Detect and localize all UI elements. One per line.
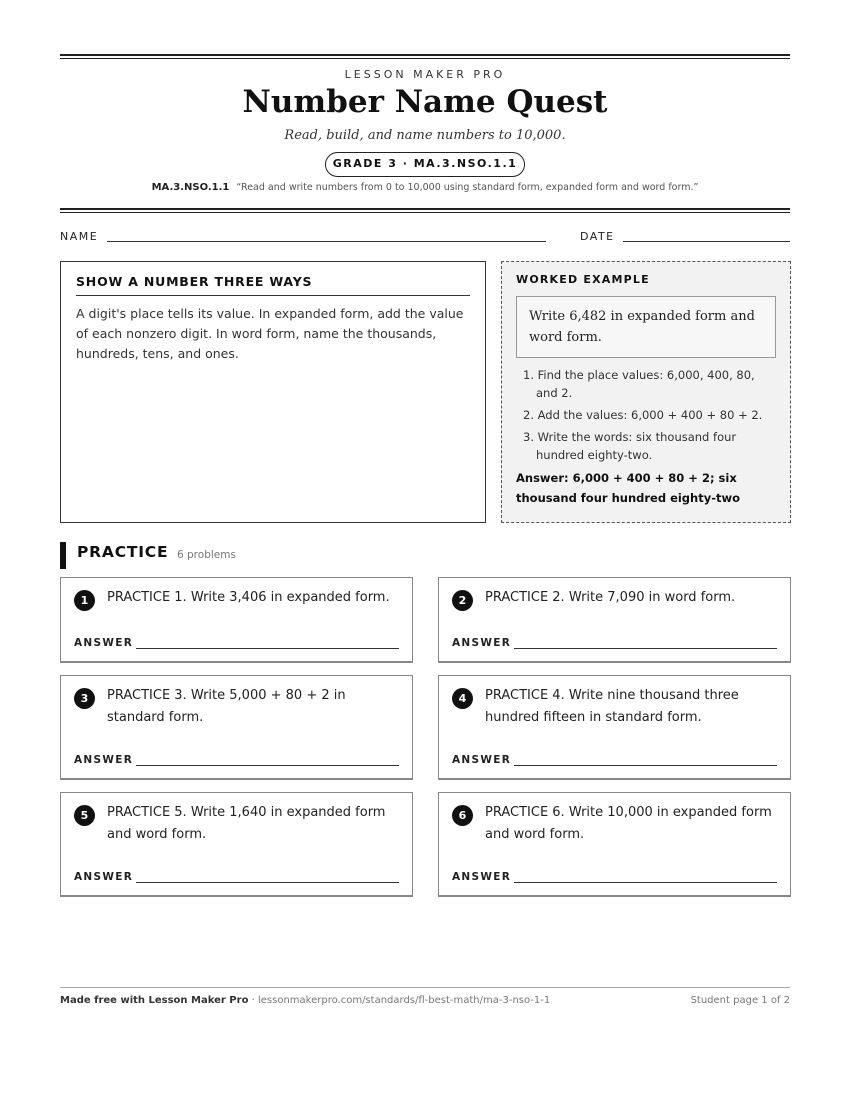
answer-label: ANSWER [74, 871, 134, 883]
worked-example-step: 3. Write the words: six thousand four hundred eighty-two. [523, 430, 737, 462]
worked-example-prompt: Write 6,482 in expanded form and word form. [516, 296, 776, 358]
practice-problem-5 [60, 792, 413, 897]
problem-number-badge: 4 [452, 688, 473, 709]
answer-field[interactable] [136, 882, 399, 883]
footer-page-number: Student page 1 of 2 [690, 995, 790, 1006]
concept-body: A digit's place tells its value. In expanded form, add the value of each nonzero digit. In word form, name the thousands, hundreds, tens, and ones. [76, 306, 464, 361]
worked-example-answer: Answer: 6,000 + 400 + 80 + 2; six thousand four hundred eighty-two [516, 471, 741, 505]
brand-name: LESSON MAKER PRO [344, 68, 506, 81]
problem-number-badge: 5 [74, 805, 95, 826]
header-bottom-rule [60, 208, 790, 213]
concept-heading: SHOW A NUMBER THREE WAYS [76, 274, 470, 296]
practice-problem-4 [438, 675, 791, 780]
answer-label: ANSWER [452, 754, 512, 766]
problem-text: PRACTICE 3. Write 5,000 + 80 + 2 in standard form. [107, 688, 346, 725]
practice-problem-3 [60, 675, 413, 780]
name-field[interactable] [107, 241, 546, 242]
worked-example-steps [516, 366, 776, 464]
page-title: Number Name Quest [242, 84, 608, 120]
date-label: DATE [580, 230, 615, 243]
page-subtitle: Read, build, and name numbers to 10,000. [284, 128, 566, 143]
practice-problem-1 [60, 577, 413, 663]
problem-text: PRACTICE 4. Write nine thousand three hundred fifteen in standard form. [485, 688, 739, 725]
answer-label: ANSWER [74, 637, 134, 649]
answer-label: ANSWER [74, 754, 134, 766]
practice-count: 6 problems [177, 549, 236, 561]
header-top-rule [60, 54, 790, 59]
problem-text: PRACTICE 2. Write 7,090 in word form. [485, 590, 736, 605]
concept-box [60, 261, 486, 523]
answer-field[interactable] [514, 882, 777, 883]
worked-example-step: 1. Find the place values: 6,000, 400, 80, and 2. [523, 368, 755, 400]
answer-field[interactable] [514, 765, 777, 766]
worked-example-heading: WORKED EXAMPLE [516, 273, 650, 286]
practice-title: PRACTICE [77, 543, 169, 561]
standard-description [0, 182, 850, 193]
problem-text: PRACTICE 5. Write 1,640 in expanded form and word form. [107, 805, 386, 842]
standard-code: MA.3.NSO.1.1 [151, 182, 230, 193]
practice-accent-bar [60, 542, 66, 569]
answer-label: ANSWER [452, 637, 512, 649]
date-field[interactable] [623, 241, 790, 242]
footer-url[interactable]: · lessonmakerpro.com/standards/fl-best-math/ma-3-nso-1-1 [248, 995, 551, 1006]
problem-number-badge: 1 [74, 590, 95, 611]
problem-number-badge: 3 [74, 688, 95, 709]
problem-text: PRACTICE 1. Write 3,406 in expanded form. [107, 590, 390, 605]
problem-number-badge: 2 [452, 590, 473, 611]
footer-made-with: Made free with Lesson Maker Pro [60, 995, 249, 1006]
answer-label: ANSWER [452, 871, 512, 883]
name-label: NAME [60, 230, 99, 243]
standard-text: “Read and write numbers from 0 to 10,000 using standard form, expanded form and word form.” [236, 182, 699, 193]
worked-example-box [501, 261, 791, 523]
footer-credit [60, 995, 550, 1006]
answer-field[interactable] [136, 765, 399, 766]
worked-example-step: 2. Add the values: 6,000 + 400 + 80 + 2. [523, 408, 763, 422]
answer-field[interactable] [136, 648, 399, 649]
answer-field[interactable] [514, 648, 777, 649]
footer-rule [60, 987, 790, 988]
problem-number-badge: 6 [452, 805, 473, 826]
practice-problem-2 [438, 577, 791, 663]
grade-badge: GRADE 3 · MA.3.NSO.1.1 [325, 152, 525, 177]
problem-text: PRACTICE 6. Write 10,000 in expanded form and word form. [485, 805, 772, 842]
practice-problem-6 [438, 792, 791, 897]
